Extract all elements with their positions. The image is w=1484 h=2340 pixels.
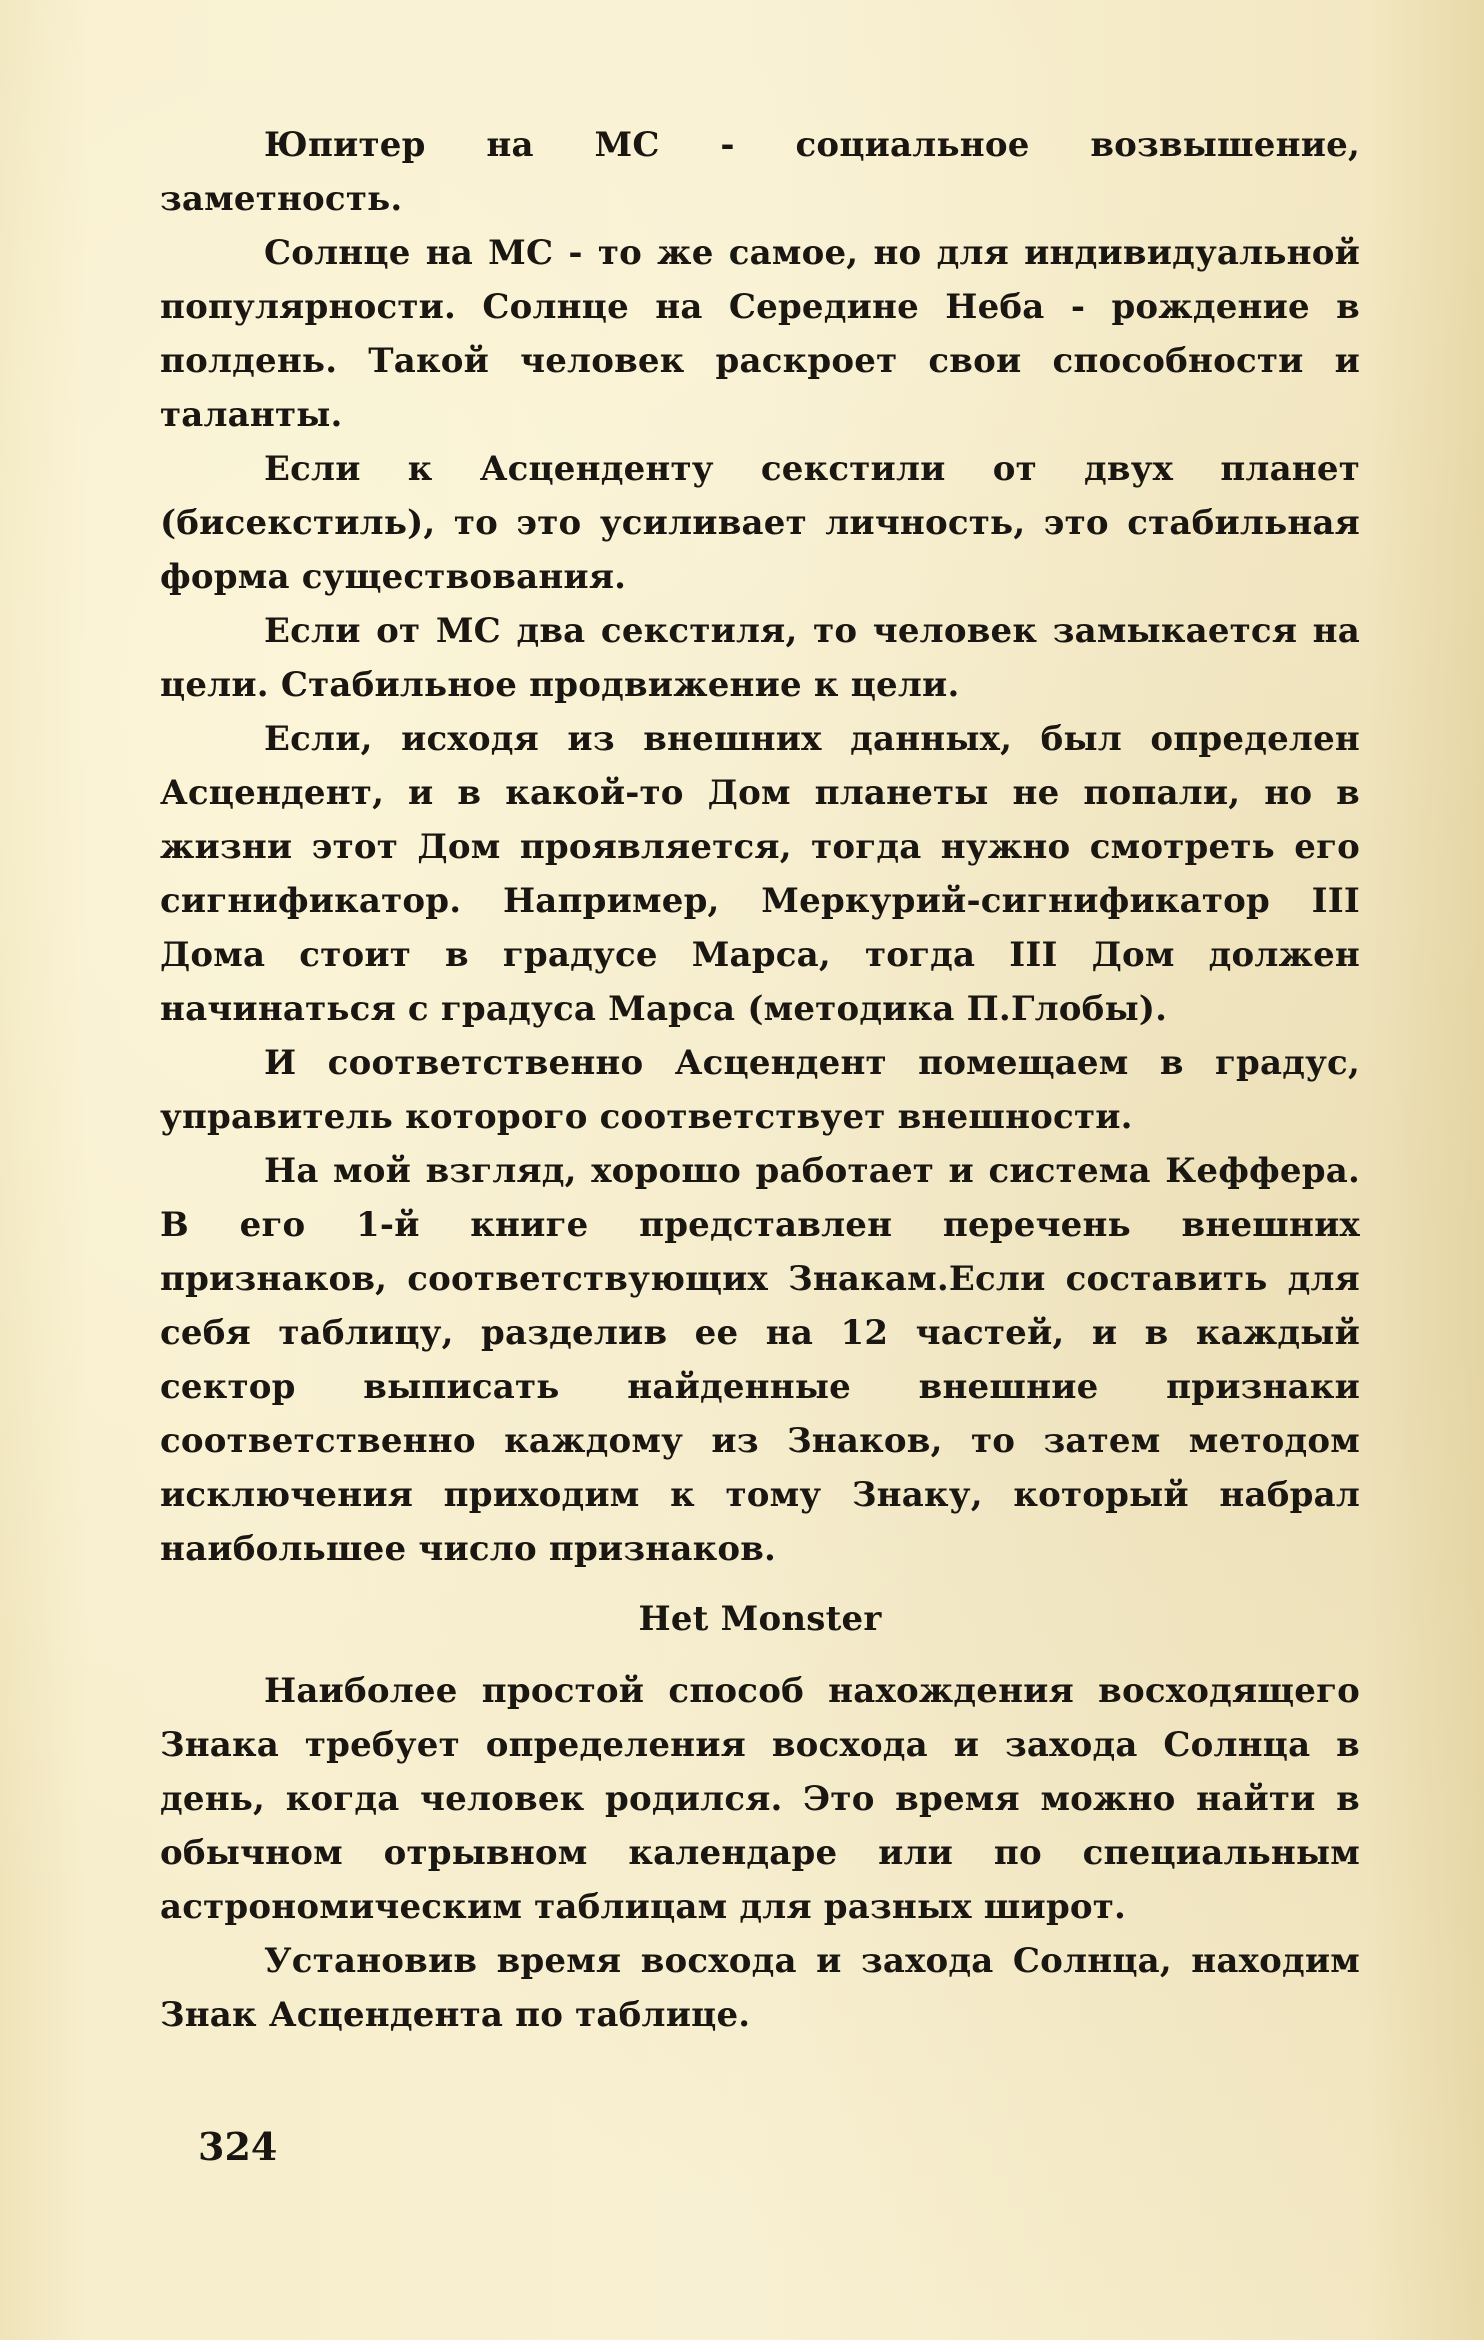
paragraph-ascendant-table: Установив время восхода и захода Солнца, находим Знак Асцендента по таблице. <box>160 1941 1360 2035</box>
paragraph-sunrise-method: Наиболее простой способ нахождения восходящего Знака требует определения восхода и захода Солнца в день, когда человек родился. Это время можно найти в обычном отрывном календаре или по специальным астрономическим таблицам для разных широт. <box>160 1671 1360 1927</box>
section-title: Het Monster <box>638 1599 882 1639</box>
paragraph-ascendant-degree: И соответственно Асцендент помещаем в градус, управитель которого соответствует внешности. <box>160 1043 1360 1137</box>
page-body-text <box>160 118 1360 2042</box>
paragraph-significator: Если, исходя из внешних данных, был определен Асцендент, и в какой-то Дом планеты не попали, но в жизни этот Дом проявляется, тогда нужно смотреть его сигнификатор. Например, Меркурий-сигнификатор III Дома стоит в градусе Марса, тогда III Дом должен начинаться с градуса Марса (методика П.Глобы). <box>160 719 1360 1029</box>
page-number: 324 <box>198 2124 278 2169</box>
paragraph-jupiter-mc: Юпитер на МС - социальное возвышение, заметность. <box>160 125 1360 219</box>
paragraph-mc-sextiles: Если от МС два секстиля, то человек замыкается на цели. Стабильное продвижение к цели. <box>160 611 1360 705</box>
paragraph-sun-mc: Солнце на МС - то же самое, но для индивидуальной популярности. Солнце на Середине Неба - рождение в полдень. Такой человек раскроет свои способности и таланты. <box>160 233 1360 435</box>
paragraph-bisextile: Если к Асценденту секстили от двух планет (бисекстиль), то это усиливает личность, это стабильная форма существования. <box>160 449 1360 597</box>
paragraph-keffer-system: На мой взгляд, хорошо работает и система Кеффера. В его 1-й книге представлен перечень внешних признаков, соответствующих Знакам.Если составить для себя таблицу, разделив ее на 12 частей, и в каждый сектор выписать найденные внешние признаки соответственно каждому из Знаков, то затем методом исключения приходим к тому Знаку, который набрал наибольшее число признаков. <box>160 1151 1360 1569</box>
